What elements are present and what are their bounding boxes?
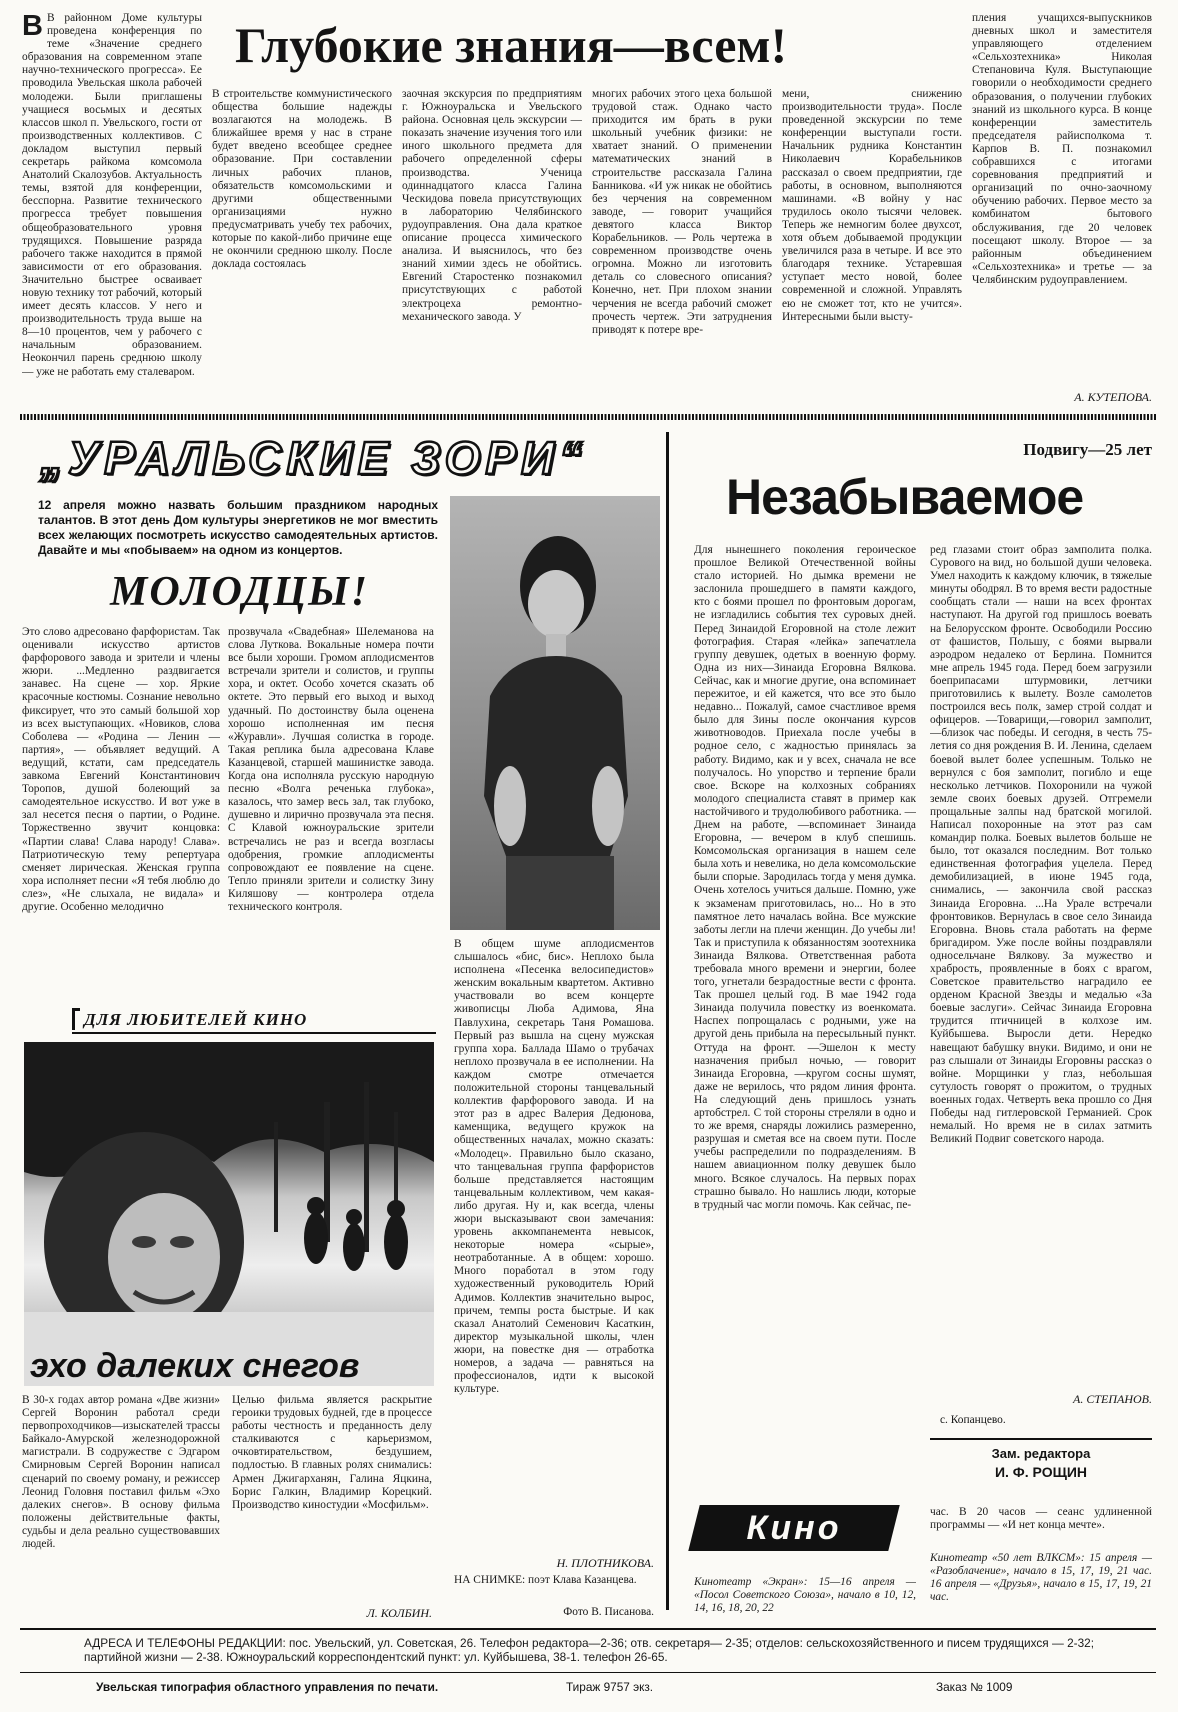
photo-credit: Фото В. Писанова.: [563, 1606, 654, 1618]
singer-silhouette: [450, 496, 660, 930]
cinema-ekran-text: Кинотеатр «Экран»: 15—16 апреля — «Посол Советского Союза», начало в 10, 12, 14, 16, 18, 20, 22: [694, 1576, 916, 1615]
cinema-extra-text: час. В 20 часов — сеанс удлиненной программы — «И нет конца мечте».: [930, 1506, 1152, 1532]
right-signature: А. СТЕПАНОВ.: [1073, 1392, 1152, 1406]
cinema-vlksm-text: Кинотеатр «50 лет ВЛКСМ»: 15 апреля — «Разоблачение», начало в 15, 17, 19, 21 час. 16 апреля — «Друзья», начало в 15, 17, 19, 21 час.: [930, 1552, 1152, 1604]
footer-order: Заказ № 1009: [936, 1680, 1013, 1694]
top-divider: [20, 414, 1156, 420]
left-col1-text: Это слово адресовано фарфористам. Так оценивали искусство артистов фарфорового завода и зрители и члены жюри. ...Медленно раздвигается занавес. На сцене — хор. Яркие красочные костюмы. Сознание невольно фиксирует, что это самый большой хор из всех выступающих. «Новиков, слова Соболева — «Родина — Ленин — партия», — объявляет ведущий. А ведущий, кстати, сам председатель завкома Евгений Константинович Торопов, душой болеющий за самодеятельное искусство. И вот уже в зал несется песня о партии, о Родине. Торжественно звучит концовка: «Партии слава! Слава народу! Слава». Патриотическую тему репертуара сменяет лирическая. Женская группа хора исполняет песни «Я тебя люблю до слез», «Не слыхала, не видала» и другие. Особенно мелодично: [22, 626, 220, 913]
film-scene: [24, 1042, 434, 1386]
cinema-logo-text: Кино: [746, 1509, 842, 1547]
right-col2-text: ред глазами стоит образ замполита полка. Сурового на вид, но большой души человека. Умел находить к каждому ключик, в тяжелые минуты ободрял. В то время вести радостные сообщать стали — наши на всех фронтах наступают. На другой год пришлось воевать на Белорусском фронте. Освободили Россию от фашистов, Польшу, с боями вырвали аэродром недалеко от Берлина. Помнится мне апрель 1945 года. Перед боем загрузили боеприпасами штурмовики, летчики приготовились к вылету. Возле самолетов построился весь полк, замер строй солдат и офицеров. —Товарищи,—говорил замполит, —близок час победы. И сегодня, в честь 75-летия со дня рождения В. И. Ленина, сделаем боевой вылет более успешным. Только не вернулся с боя замполит, погибло и еще несколько летчиков. Похоронили на чужой земле своих боевых друзей. Отгремели прощальные залпы над братской могилой. Написал похоронные на этот раз сам командир полка. Боевых вылетов больше не было, тот оказался последним. Вот только единственная фотография уцелела. Перед демобилизацией, в июне 1945 года, снимались, — закончила свой рассказ Зинаида Егоровна. ...На Урале встречали фронтовиков. Вернулась в свое село Зинаида Егоровна. Вновь стала работать на ферме бригадиром. Уже после войны поздравляли односельчане Вялкову. За мужество и храбрость, проявленные в боях с врагом, Советское правительство наградило ее орденом Красной Звезды и медалью «За боевые заслуги». Сейчас Зинаида Егоровна трудится птичницей в колхозе им. Куйбышева. Выросли дети. Нередко навещают бабушку внуки. Видимо, и они не раз слышали от Зинаиды Егоровны рассказ о войне. Морщинки у глаз, небольшая сутулость говорят о прожитом, о трудных военных годах. Четверть века прошло со Дня Победы над гитлеровской Германией. Срок немалый. Но время не в силах затмить Великий Подвиг советского народа.: [930, 544, 1152, 1146]
left-col3-text: В общем шуме аплодисментов слышалось «бис, бис». Неплохо была исполнена «Песенка велосипедистов» женским вокальным квартетом. Активно участвовали во всем концерте живописцы Люба Адимова, Яна Павлухина, секретарь Таня Ромашова. Первый раз вышла на сцену мужская группа хора. Баллада Шамо о трубачах неплохо прозвучала в ее исполнении. На каждом смотре отмечается положительной стороны танцевальный коллектив фарфорового завода. И на этот раз в адрес Валерия Дедюнова, каменщика, ведущего кружок на общественных началах, можно сказать: «Молодец». Правильно было сказано, что танцевальная группа фарфористов больше представляется настоящим танцевальным коллективом, чем какая-либо другая. Ну и, как всегда, члены жюри высказывают свои замечания: уровень аккомпанемента невысок, некоторые номера «сырые», неотработанные. А в общем: хорошо. Много поработал в этом году художественный руководитель Юрий Адимов. Коллектив значительно вырос, причем, темпы роста быстрые. И как сказал Анатолий Семенович Касаткин, директор музыкальной школы, член жюри, на повестке дня — отработка номеров, а задача — равняться на профессионалов, идти к высокой культуре.: [454, 938, 654, 1396]
editor-rule: [930, 1438, 1152, 1440]
footer-top-rule: [20, 1628, 1156, 1630]
top-headline: Глубокие знания—всем!: [235, 17, 788, 73]
section-vertical-rule: [666, 432, 669, 1610]
footer-circulation: Тираж 9757 экз.: [566, 1680, 654, 1694]
top-col4-text: многих рабочих этого цеха большой трудовой стаж. Однако часто приходится им брать в руки школьный учебник физики: не хватает знаний. О применении математических знаний в строительстве рассказала Галина Банникова. «И уж никак не обойтись без черчения на современном заводе, — говорит учащийся девятого класса Виктор Корабельников. — Роль чертежа в современном производстве очень огромна. Можно ли изготовить деталь со словесного описания? Конечно, нет. При плохом знании черчения не всегда рабочий сможет прочесть чертеж. Эти затруднения приводят к потере вре-: [592, 88, 772, 336]
top-column-5: [782, 88, 962, 404]
top-column-1: [22, 12, 202, 404]
cinema-extra: [930, 1506, 1152, 1548]
film-header: ДЛЯ ЛЮБИТЕЛЕЙ КИНО: [84, 1010, 308, 1029]
editor-name: И. Ф. РОЩИН: [994, 1464, 1088, 1480]
right-col1-text: Для нынешнего поколения героическое прошлое Великой Отечественной войны стало историей. Но дымка времени не заслонила прошедшего в памяти каждого, кто с боями прошел по фронтовым дорогам, не изгладились события тех суровых дней. Перед Зинаидой Егоровной на столе лежит фотография. Старая «лейка» запечатлела группу девушек, одетых в военную форму. Одна из них—Зинаида Егоровна Вялкова. Сейчас, как и многие другие, она вспоминает пережитое, и ей кажется, что все это было недавно... Пожалуй, самое счастливое время было для Зины после окончания курсов животноводов. Приехала после учебы в родное село, с жадностью принялась за работу. Видимо, как и у всех, сначала не все получалось. Но упорство и терпение брали свое. Вскоре на колхозных собраниях молодого специалиста ставят в пример как настойчивого и трудолюбивого работника. —Днем на работе, —вспоминает Зинаида Егоровна, — вечером в клуб спешишь. Комсомольская организация в нашем селе была хоть и невелика, но дела комсомольские были спорые. Зародилась тогда у меня думка. Очень хотелось учиться дальше. Помню, уже к экзаменам приготовилась, но... Но в это памятное лето началась война. Все мужские заботы легли на плечи женщин. До учебы ли! Так и приступила к обязанностям зоотехника Зинаида Вялкова. Ответственная работа требовала много времени и энергии, более того, угнетали безрадостные вести с фронта. Так прошел целый год. В мае 1942 года Зинаида получила повестку из военкомата. Наспех попрощалась с родными, уже на другой день прибыла на пересыльный пункт. Оттуда на фронт. —Эшелон к месту назначения прибыл ночью, — говорит Зинаида Егоровна, —кругом сосны шумят, даже не верилось, что рядом линия фронта. На следующий день пришлось узнать артобстрел. С той стороны стреляли в одно и то же время, снаряды ложились размеренно, разрушая и сметая все на своем пути. После учебы распределили по подразделениям. В нашем авиационном полку девушек было много. Всякое случалось. На первых порах страшно бывало. Но нашлись люди, которые в трудный час могли помочь. Как сейчас, пе-: [694, 544, 916, 1211]
film-signature: Л. КОЛБИН.: [366, 1606, 432, 1620]
drop-cap: В: [22, 12, 43, 42]
right-headline: Незабываемое: [726, 469, 1084, 525]
film-column-1: [22, 1394, 220, 1610]
left-column-2: [228, 626, 434, 994]
film-column-2: [232, 1394, 432, 1594]
top-col1-text: В районном Доме культуры проведена конференция по теме «Значение среднего образования на современном этапе научно-технического прогресса». Ее проводила Увельская школа рабочей молодежи. Были приглашены учащиеся восьмых и десятых классов школ п. Увельского, гости от производственных коллективов. С докладом выступил первый секретарь райкома комсомола Анатолий Скалозубов. Актуальность темы, взятой для конференции, бесспорна. Развитие технического прогресса требует повышения общеобразовательного уровня трудящихся. Повышение разряда рабочего также находится в прямой зависимости от его образования. Значительно быстрее осваивает новую технику тот рабочий, который имеет десять классов. У него и производительность труда выше на 8—10 процентов, чем у рабочего с начальным образованием. Неокончил парень среднюю школу — уже не работать ему сталеваром.: [22, 12, 202, 378]
right-column-1: [694, 544, 916, 1460]
right-village: с. Копанцево.: [940, 1414, 1006, 1426]
right-rubric: Подвигу—25 лет: [1023, 440, 1152, 459]
cinema-vlksm: [930, 1552, 1152, 1614]
film-still: [24, 1042, 434, 1386]
left-col2-text: прозвучала «Свадебная» Шелеманова на слова Луткова. Вокальные номера почти все были хороши. Громом аплодисментов встречали зрители и солистов, и группы хора, и октет. Особо хочется сказать об октете. Это первый его выход и выход удачный. По достоинству была оценена хорошо исполненная им песня «Журавли». Лучшая солистка в городе. Такая реплика была адресована Клаве Казанцевой, старшей машинистке завода. Когда она исполняла русскую народную песню «Волга реченька глубока», казалось, что замер весь зал, так глубоко, душевно и лирично прозвучала эта песня. С Клавой южноуральские зрители встречались не раз и всегда возгласы одобрения, громкие аплодисменты сопровождают ее появление на сцене. Тепло приняли зрители и солистку Зину Киляшову — контролера отдела технического контроля.: [228, 626, 434, 913]
top-column-4: [592, 88, 772, 404]
film-col1-text: В 30-х годах автор романа «Две жизни» Сергей Воронин работал среди первопроходчиков—изыскателей трассы Байкало-Амурской железнодорожной магистрали. В содружестве с Эдгаром Смирновым Сергей Воронин написал сценарий по своему роману, и режиссер Леонид Головня поставил фильм «Эхо далеких снегов». В основу фильма положены действительные факты, судьбы и дела реально существовавших людей.: [22, 1394, 220, 1551]
left-lead: 12 апреля можно назвать большим праздником народных талантов. В этот день Дом культуры энергетиков не мог вместить всех желающих посмотреть искусство самодеятельных артистов. Давайте и мы «побываем» на одном из концертов.: [38, 498, 438, 557]
left-subhead: МОЛОДЦЫ!: [110, 569, 370, 615]
top-col3-text: заочная экскурсия по предприятиям г. Южноуральска и Увельского района. Основная цель экскурсии — показать значение изучения того или иного школьного предмета для рабочего определенной сферы производства. Ученица одиннадцатого класса Галина Ческидова повела присутствующих в лабораторию Челябинского рудоуправления. Она дала краткое описание процесса химического анализа. И выяснилось, что без знаний химии здесь не обойтись. Евгений Старостенко познакомил присутствующих с работой электроцеха ремонтно-механического завода. У: [402, 88, 582, 323]
left-headline: „УРАЛЬСКИЕ ЗОРИ“: [40, 432, 588, 484]
top-col2-text: В строительстве коммунистического общества большие надежды возлагаются на молодежь. В ближайшее время у нас в стране будет введено всеобщее среднее образование. При составлении личных рабочих планов, обязательств комсомольскими и другими общественными организациями нужно предусматривать учебу тех рабочих, которые по какой-либо причине еще не окончили среднюю школу. После доклада состоялась: [212, 88, 392, 271]
cinema-ekran: [694, 1576, 916, 1618]
top-col6-text: пления учащихся-выпускников дневных школ и заместителя управляющего отделением «Сельхозтехника» Николая Степановича Куля. Выступающие говорили о необходимости среднего образования, о получении глубоких знаний из школьного курса. В конце конференции заместитель председателя райисполкома т. Карпов В. П. познакомил собравшихся с итогами соревнования предприятий и организаций по очно-заочному обучению рабочих. Первое место за комбинатом бытового обслуживания, где 20 человек посещают школу. Второе — за районным объединением «Сельхозтехника» и третье — за Челябинским рудоуправлением.: [972, 12, 1152, 286]
footer-address: [84, 1636, 1094, 1664]
top-column-2: [212, 88, 392, 404]
film-title: эхо далеких снегов: [30, 1347, 360, 1385]
film-col2-text: Целью фильма является раскрытие героики трудовых будней, где в процессе работы честность и преданность делу сталкиваются с карьеризмом, очковтирательством, бездушием, подлостью. В главных ролях снимались: Армен Джигарханян, Галина Яцкина, Борис Галкин, Владимир Корецкий. Производство киностудии «Мосфильм».: [232, 1394, 432, 1511]
singer-photo: [450, 496, 660, 930]
left-column-3: [454, 938, 654, 1554]
photo-caption: [454, 1574, 654, 1606]
left-signature: Н. ПЛОТНИКОВА.: [556, 1556, 654, 1570]
top-column-6: [972, 12, 1152, 390]
film-header-line: [72, 1032, 436, 1034]
right-column-2: [930, 544, 1152, 1392]
top-column-3: [402, 88, 582, 404]
editor-title: Зам. редактора: [991, 1446, 1091, 1461]
footer-address-text: АДРЕСА И ТЕЛЕФОНЫ РЕДАКЦИИ: пос. Увельский, ул. Советская, 26. Телефон редактора—2-36; отв. секретаря— 2-35; отделов: сельскохозяйственного и писем трудящихся — 2-32; партийной жизни — 2-38. Южноуральский корреспондентский пункт: ул. Куйбышева, 38-1. телефон 26-65.: [84, 1636, 1094, 1664]
top-col5-text: мени, снижению производительности труда». После проведенной экскурсии по теме конференции выступали гости. Начальник рудника Константин Николаевич Корабельников рассказал о своем предприятии, где работы, в основном, выполняются машинами. «В войну у нас трудилось около тысячи человек. Теперь же немногим более двухсот, хотя объем добываемой продукции увеличился раза в четыре. И все это благодаря технике. Устаревшая уступает место новой, более современной и сложной. Управлять ею не сможет тот, кто не учится». Интересными были высту-: [782, 88, 962, 323]
top-signature: А. КУТЕПОВА.: [1074, 390, 1152, 404]
left-column-1: [22, 626, 220, 994]
film-header-bracket: [72, 1008, 80, 1030]
caption-text: НА СНИМКЕ: поэт Клава Казанцева.: [454, 1574, 637, 1586]
footer-mid-rule: [20, 1672, 1156, 1673]
footer-printer: Увельская типография областного управления по печати.: [96, 1680, 439, 1694]
